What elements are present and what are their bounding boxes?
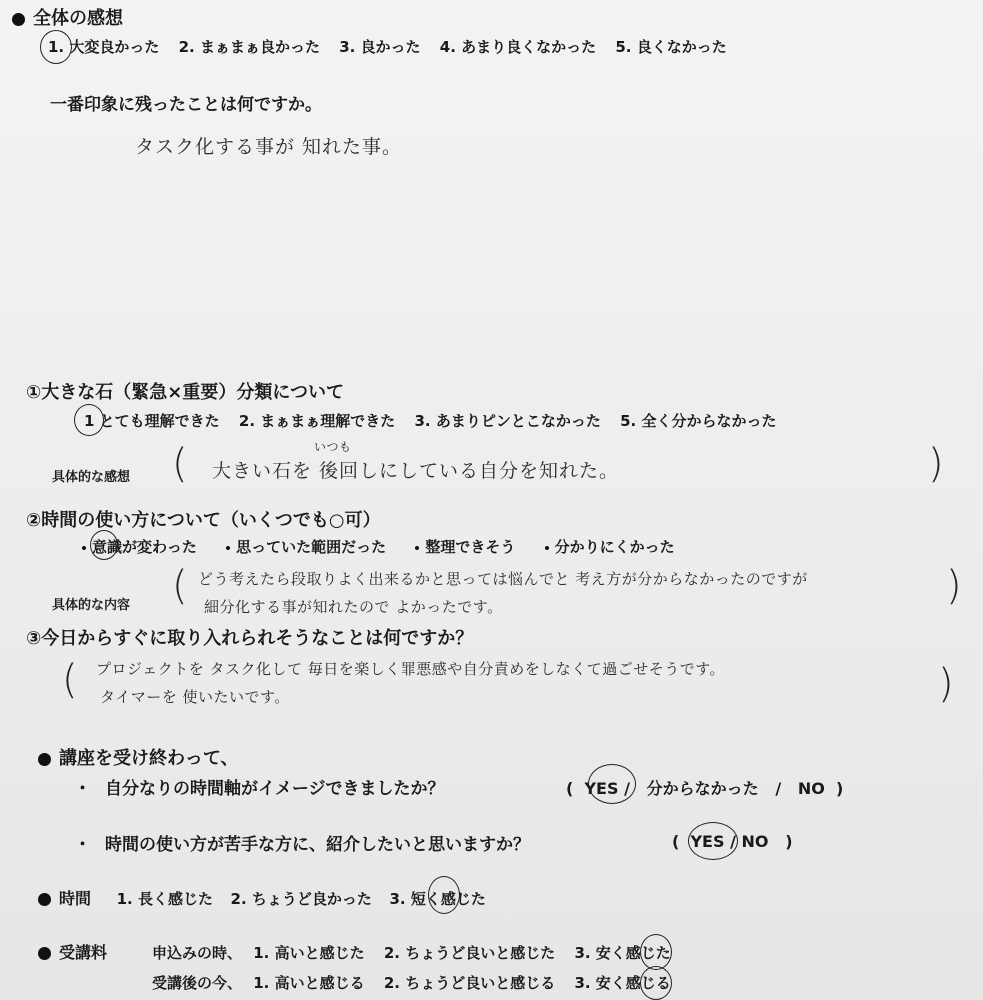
after-q2-yes[interactable]: YES <box>690 832 725 851</box>
fee-row2-option-1[interactable]: 1. 高いと感じる <box>253 974 365 992</box>
time-title: 時間 <box>59 889 92 908</box>
selected-circle-mark <box>588 764 636 804</box>
time-usage-label: 具体的な内容 <box>52 598 131 613</box>
stones-option-2[interactable]: 2. まぁまぁ理解できた <box>238 412 396 430</box>
stones-option-4[interactable]: 5. 全く分からなかった <box>620 412 777 430</box>
fee-row2-option-2[interactable]: 2. ちょうど良いと感じる <box>383 974 556 992</box>
selected-circle-mark <box>90 530 118 560</box>
after-heading <box>38 744 238 770</box>
selected-circle-mark <box>428 876 460 914</box>
open-paren: ( <box>172 441 188 487</box>
time-usage-option-1[interactable]: 意識が変わった <box>92 538 197 556</box>
bullet-icon <box>38 947 51 960</box>
selected-circle-mark <box>688 822 738 860</box>
dot-icon: ・ <box>74 779 91 799</box>
time-row <box>38 886 486 909</box>
dot-icon: ・ <box>74 835 91 855</box>
after-q2-no[interactable]: NO <box>741 832 769 851</box>
stones-option-3[interactable]: 3. あまりピンとこなかった <box>414 412 601 430</box>
overall-option-2[interactable]: 2. まぁまぁ良かった <box>178 38 320 56</box>
selected-circle-mark <box>74 404 104 436</box>
stones-answer-insert: いつも <box>314 440 352 454</box>
after-q1: 自分なりの時間軸がイメージできましたか？ <box>105 779 445 799</box>
after-title: 講座を受け終わって、 <box>59 748 239 769</box>
time-usage-option-4[interactable]: 分かりにくかった <box>554 538 675 556</box>
time-option-3[interactable]: 3. 短く感じた <box>389 890 486 908</box>
overall-title: 全体の感想 <box>33 8 123 29</box>
overall-answer: タスク化する事が 知れた事。 <box>135 136 403 158</box>
dot-icon <box>82 546 86 550</box>
after-q1-yes[interactable]: YES <box>584 779 619 798</box>
fee-heading <box>38 940 107 963</box>
fee-row1-option-3[interactable]: 3. 安く感じた <box>574 944 671 962</box>
after-q2: 時間の使い方が苦手な方に、紹介したいと思いますか？ <box>105 835 530 855</box>
fee-row2-label: 受講後の今、 <box>152 974 243 992</box>
today-title: ③今日からすぐに取り入れられそうなことは何ですか？ <box>26 628 474 649</box>
fee-title: 受講料 <box>59 943 108 962</box>
overall-options <box>48 36 727 57</box>
stones-options <box>84 410 776 431</box>
time-usage-options <box>80 536 675 557</box>
overall-option-4[interactable]: 4. あまり良くなかった <box>439 38 597 56</box>
time-usage-title: ②時間の使い方について（いくつでも○可） <box>26 510 381 531</box>
time-usage-answer-line1: どう考えたら段取りよく出来るかと思っては悩んでと 考え方が分からなかったのですが <box>198 570 808 588</box>
today-answer-line2: タイマーを 使いたいです。 <box>100 688 290 706</box>
fee-row2-option-3[interactable]: 3. 安く感じる <box>574 974 671 992</box>
stones-label: 具体的な感想 <box>52 470 131 485</box>
overall-heading <box>12 4 123 30</box>
after-q1-no[interactable]: NO <box>797 779 825 798</box>
bullet-icon <box>38 753 51 766</box>
dot-icon <box>415 546 419 550</box>
overall-option-5[interactable]: 5. 良くなかった <box>615 38 727 56</box>
dot-icon <box>226 546 230 550</box>
selected-circle-mark <box>640 934 672 970</box>
after-q1-options: ( YES / 分からなかった / NO ) <box>566 779 844 798</box>
time-option-1[interactable]: 1. 長く感じた <box>116 890 213 908</box>
open-paren: ( <box>62 657 78 703</box>
after-q1-row <box>74 774 445 799</box>
open-paren: ( <box>172 563 188 609</box>
overall-question: 一番印象に残ったことは何ですか。 <box>50 95 322 115</box>
after-q2-options: ( YES / NO ) <box>672 832 793 851</box>
stones-title: ①大きな石（緊急×重要）分類について <box>26 382 344 403</box>
time-usage-option-2[interactable]: 思っていた範囲だった <box>236 538 387 556</box>
fee-row1-option-1[interactable]: 1. 高いと感じた <box>253 944 365 962</box>
fee-row-1 <box>152 942 671 963</box>
fee-row-2 <box>152 972 671 993</box>
selected-circle-mark <box>640 966 672 1000</box>
after-q1-unknown[interactable]: 分からなかった <box>646 779 759 798</box>
stones-answer: 大きい石を 後回しにしている自分を知れた。 <box>212 460 620 482</box>
stones-option-1[interactable]: 1 とても理解できた <box>84 412 220 430</box>
after-q2-row <box>74 830 530 855</box>
today-answer-line1: プロジェクトを タスク化して 毎日を楽しく罪悪感や自分責めをしなくて過ごせそうです。 <box>96 660 726 678</box>
selected-circle-mark <box>40 30 72 64</box>
close-paren: ) <box>946 563 962 609</box>
time-usage-option-3[interactable]: 整理できそう <box>425 538 516 556</box>
fee-row1-label: 申込みの時、 <box>152 944 243 962</box>
close-paren: ) <box>928 441 944 487</box>
dot-icon <box>545 546 549 550</box>
bullet-icon <box>12 13 25 26</box>
time-usage-answer-line2: 細分化する事が知れたので よかったです。 <box>204 598 503 616</box>
overall-option-1[interactable]: 1. 大変良かった <box>48 38 160 56</box>
time-option-2[interactable]: 2. ちょうど良かった <box>230 890 372 908</box>
bullet-icon <box>38 893 51 906</box>
fee-row1-option-2[interactable]: 2. ちょうど良いと感じた <box>383 944 556 962</box>
overall-option-3[interactable]: 3. 良かった <box>339 38 421 56</box>
close-paren: ) <box>938 661 954 707</box>
